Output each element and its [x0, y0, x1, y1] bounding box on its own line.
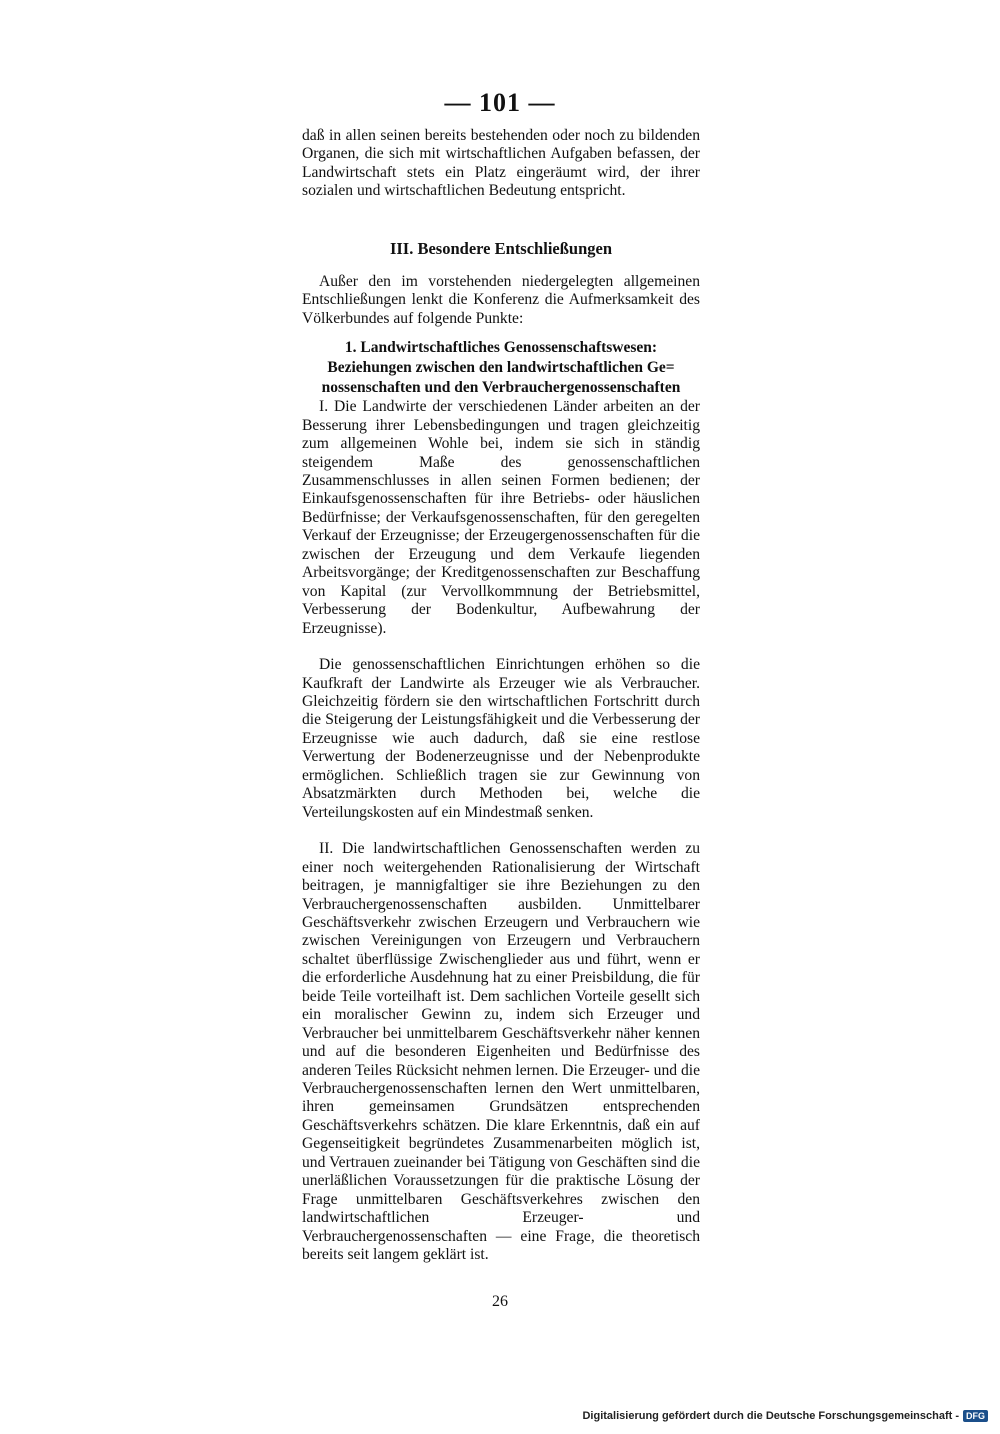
- paragraph-section-intro: Außer den im vorstehenden niedergelegten allgemeinen Entschließungen lenkt die Konferenz die Aufmerksamkeit des Völkerbundes auf folgende Punkte:: [302, 272, 700, 327]
- subsection-heading-line-1: 1. Landwirtschaftliches Genossenschaftswesen:: [344, 339, 658, 357]
- page-number: — 101 —: [444, 88, 556, 117]
- subsection-heading-line-3: nossenschaften und den Verbrauchergenossenschaften: [321, 379, 681, 397]
- paragraph-intro: daß in allen seinen bereits bestehenden oder noch zu bildenden Organen, die sich mit wirtschaftlichen Aufgaben befassen, der Landwirtschaft stets ein Platz eingeräumt wird, der ihrer sozialen und wirtschaftlichen Bedeutung entspricht.: [302, 127, 700, 200]
- paragraph-cooperative: Die genossenschaftlichen Einrichtungen erhöhen so die Kaufkraft der Landwirte als Erzeuger wie als Verbraucher. Gleichzeitig fördern sie den wirtschaftlichen Fortschritt durch die Steigerung der Leistungsfähigkeit und die Verbesserung der Erzeugnisse wie auch dadurch, daß sie eine restlose Verwertung der Bodenerzeugnisse und der Nebenprodukte ermöglichen. Schließlich tragen sie zur Gewinnung von Absatzmärkten durch Methoden bei, welche die Verteilungskosten auf ein Mindestmaß senken.: [302, 656, 700, 821]
- sheet-number: 26: [492, 1293, 508, 1310]
- paragraph-I: I. Die Landwirte der verschiedenen Länder arbeiten an der Besserung ihrer Lebensbedingungen und tragen gleichzeitig zum allgemeinen Wohle bei, indem sie sich in ständig steigendem Maße des genossenschaftlichen Zusammenschlusses in allen seinen Formen bedienen; der Einkaufsgenossenschaften für ihre Betriebs- oder häuslichen Bedürfnisse; der Verkaufsgenossenschaften, für den geregelten Verkauf der Erzeugnisse; der Erzeugergenossenschaften für die zwischen der Erzeugung und dem Verkaufe liegenden Arbeitsvorgänge; der Kreditgenossenschaften zur Beschaffung von Kapital (zur Vervollkommnung der Betriebsmittel, Verbesserung der Bodenkultur, Aufbewahrung der Erzeugnisse).: [302, 398, 700, 637]
- paragraph-II: II. Die landwirtschaftlichen Genossenschaften werden zu einer noch weitergehenden Rationalisierung der Wirtschaft beitragen, je mannigfaltiger sie ihre Beziehungen zu den Verbrauchergenossenschaften ausbilden. Unmittelbarer Geschäftsverkehr zwischen Erzeugern und Verbrauchern wie zwischen Vereinigungen von Erzeugern und Verbrauchern schaltet überflüssige Zwischenglieder aus und führt, wenn er die erforderliche Ausdehnung hat zu einer Preisbildung, die für beide Teile vorteilhaft ist. Dem sachlichen Vorteile gesellt sich ein moralischer Gewinn zu, indem sich Erzeuger und Verbraucher bei unmittelbarem Geschäftsverkehr näher kennen und auf die besonderen Eigenheiten und Bedürfnisse des anderen Teiles Rücksicht nehmen lernen. Die Erzeuger- und die Verbrauchergenossenschaften lernen den Wert unmittelbaren, ihren gemeinsamen Grundsätzen entsprechenden Geschäftsverkehrs schätzen. Die klare Erkenntnis, daß ein auf Gegenseitigkeit begründetes Zusammenarbeiten möglich ist, und Vertrauen zueinander bei Tätigung von Geschäften sind die unerläßlichen Voraussetzungen für die praktische Lösung der Frage unmittelbaren Geschäftsverkehres zwischen den landwirtschaftlichen Erzeuger- und Verbrauchergenossenschaften — eine Frage, die theoretisch bereits seit langem geklärt ist.: [302, 840, 700, 1264]
- footer-text: Digitalisierung gefördert durch die Deutsche Forschungsgemeinschaft -: [582, 1410, 959, 1422]
- subsection-heading-line-2: Beziehungen zwischen den landwirtschaftlichen Ge=: [327, 359, 675, 377]
- subsection-heading: [302, 338, 700, 398]
- footer-credit: [582, 1410, 988, 1422]
- dfg-logo: DFG: [963, 1410, 988, 1422]
- text-column: [302, 127, 700, 1265]
- section-heading: III. Besondere Entschließungen: [389, 238, 613, 258]
